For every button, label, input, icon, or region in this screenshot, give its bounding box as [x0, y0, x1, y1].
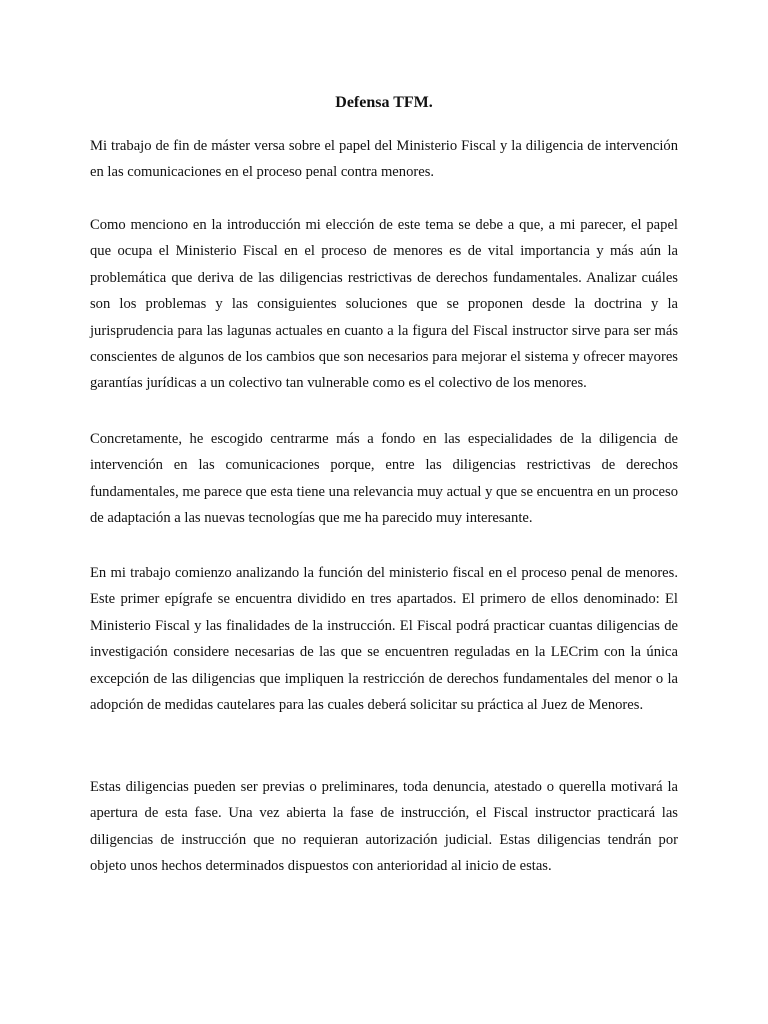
paragraph-3: Concretamente, he escogido centrarme más a fondo en las especialidades de la diligencia de intervención en las comunicaciones porque, entre las diligencias restrictivas de derechos fundamentales, me parece que esta tiene una relevancia muy actual y que se encuentra en un proceso de adaptación a las nuevas tecnologías que me ha parecido muy interesante. [90, 431, 678, 527]
paragraph-5: Estas diligencias pueden ser previas o preliminares, toda denuncia, atestado o querella motivará la apertura de esta fase. Una vez abierta la fase de instrucción, el Fiscal instructor practicará las diligencias de instrucción que no requieran autorización judicial. Estas diligencias tendrán por objeto unos hechos determinados dispuestos con anterioridad al inicio de estas. [90, 779, 678, 875]
paragraph-1: Mi trabajo de fin de máster versa sobre el papel del Ministerio Fiscal y la diligencia de intervención en las comunicaciones en el proceso penal contra menores. [90, 138, 678, 181]
paragraph-2: Como menciono en la introducción mi elección de este tema se debe a que, a mi parecer, el papel que ocupa el Ministerio Fiscal en el proceso de menores es de vital importancia y más aún la problemática que deriva de las diligencias restrictivas de derechos fundamentales. Analizar cuáles son los problemas y las consiguientes soluciones que se proponen desde la doctrina y la jurisprudencia para las lagunas actuales en cuanto a la figura del Fiscal instructor sirve para ser más conscientes de algunos de los cambios que son necesarios para mejorar el sistema y ofrecer mayores garantías jurídicas a un colectivo tan vulnerable como es el colectivo de los menores. [90, 217, 678, 392]
document-title: Defensa TFM. [335, 94, 433, 111]
paragraph-4: En mi trabajo comienzo analizando la función del ministerio fiscal en el proceso penal de menores. Este primer epígrafe se encuentra dividido en tres apartados. El primero de ellos denominado: El Ministerio Fiscal y las finalidades de la instrucción. El Fiscal podrá practicar cuantas diligencias de investigación considere necesarias de las que se encuentren reguladas en la LECrim con la única excepción de las diligencias que impliquen la restricción de derechos fundamentales del menor o la adopción de medidas cautelares para las cuales deberá solicitar su práctica al Juez de Menores. [90, 565, 678, 714]
